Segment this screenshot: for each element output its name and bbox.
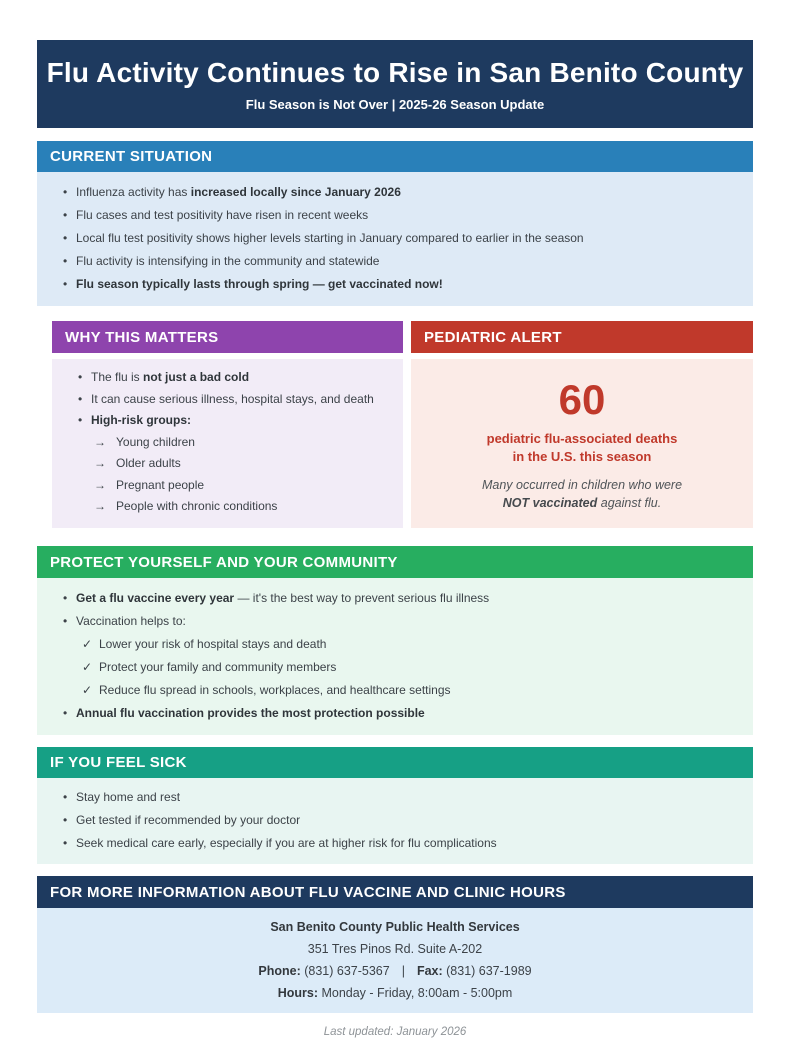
list-item xyxy=(63,273,737,296)
hours-value: Monday - Friday, 8:00am - 5:00pm xyxy=(317,986,513,1000)
list-item-text: People with chronic conditions xyxy=(116,499,278,513)
list-item xyxy=(63,610,737,633)
list-item xyxy=(63,181,737,204)
organization-name: San Benito County Public Health Services xyxy=(270,920,520,934)
list-item-text: Seek medical care early, especially if you are at higher risk for flu complications xyxy=(76,836,497,850)
list-item-text: Older adults xyxy=(116,456,181,470)
more-information-heading xyxy=(37,876,753,908)
high-risk-group-item xyxy=(78,453,393,475)
page-subtitle: Flu Season is Not Over | 2025-26 Season Update xyxy=(245,96,545,112)
bullet-icon: • xyxy=(63,591,68,605)
hours-line: Hours: Monday - Friday, 8:00am - 5:00pm xyxy=(277,986,513,1000)
high-risk-group-item xyxy=(78,496,393,518)
pediatric-alert-heading xyxy=(411,321,753,353)
contact-info xyxy=(37,908,753,1013)
protect-heading xyxy=(37,546,753,578)
arrow-icon: → xyxy=(94,499,106,513)
pediatric-deaths-stat: 60 xyxy=(558,376,606,423)
section-heading-text: IF YOU FEEL SICK xyxy=(50,754,187,771)
section-why-this-matters xyxy=(52,321,403,528)
list-item-text: It can cause serious illness, hospital stays, and death xyxy=(91,391,374,406)
bullet-icon: • xyxy=(63,706,68,720)
current-situation-heading xyxy=(37,141,753,172)
protect-body xyxy=(37,578,753,735)
list-item xyxy=(63,587,737,610)
title-banner xyxy=(37,40,753,128)
bullet-icon: • xyxy=(78,370,83,384)
list-item-text: The flu is not just a bad cold xyxy=(91,370,250,384)
section-heading-text: PEDIATRIC ALERT xyxy=(424,328,562,346)
list-item-text: Flu activity is intensifying in the community and statewide xyxy=(76,254,380,268)
bullet-icon: • xyxy=(63,790,68,804)
bullet-icon: • xyxy=(63,614,68,628)
pediatric-deaths-label xyxy=(423,430,741,465)
last-updated-note: Last updated: January 2026 xyxy=(323,1026,467,1038)
bullet-icon: • xyxy=(78,391,83,406)
list-item xyxy=(78,367,393,389)
arrow-icon: → xyxy=(94,477,106,492)
bullet-icon: • xyxy=(63,254,68,268)
list-item xyxy=(63,702,737,725)
two-column-row xyxy=(52,321,753,528)
section-pediatric-alert xyxy=(411,321,753,528)
phone-number: (831) 637-5367 xyxy=(300,964,390,978)
separator: | xyxy=(401,964,405,978)
arrow-icon: → xyxy=(94,456,106,470)
feel-sick-body xyxy=(37,778,753,864)
list-item-text: Vaccination helps to: xyxy=(76,614,186,628)
vaccination-benefit-item xyxy=(63,656,737,679)
list-item-text: Stay home and rest xyxy=(76,790,181,804)
bullet-icon: • xyxy=(63,277,68,291)
list-item-text: Annual flu vaccination provides the most protection possible xyxy=(76,706,425,720)
section-more-information xyxy=(37,876,753,1013)
section-heading-text: PROTECT YOURSELF AND YOUR COMMUNITY xyxy=(50,553,398,571)
list-item-text: Pregnant people xyxy=(116,477,205,492)
list-item-text: High-risk groups: xyxy=(91,413,192,427)
stat-note-line: NOT vaccinated against flu. xyxy=(502,495,662,510)
stat-label-line: pediatric flu-associated deaths xyxy=(486,431,678,446)
list-item xyxy=(63,204,737,227)
list-item-text: Get tested if recommended by your doctor xyxy=(76,813,301,827)
list-item xyxy=(78,410,393,432)
stat-label-line: in the U.S. this season xyxy=(512,448,652,464)
pediatric-deaths-note xyxy=(423,477,741,512)
list-item xyxy=(63,250,737,273)
list-item-text: Local flu test positivity shows higher levels starting in January compared to earlier in the season xyxy=(76,231,584,245)
section-heading-text: WHY THIS MATTERS xyxy=(65,328,219,346)
high-risk-group-item xyxy=(78,475,393,497)
list-item xyxy=(63,227,737,250)
list-item-text: Protect your family and community members xyxy=(99,660,337,674)
list-item-text: Lower your risk of hospital stays and death xyxy=(99,637,327,651)
list-item xyxy=(63,809,737,832)
list-item xyxy=(63,786,737,809)
bullet-icon: • xyxy=(63,813,68,827)
pediatric-alert-body xyxy=(411,359,753,528)
arrow-icon: → xyxy=(94,434,106,449)
bullet-icon: • xyxy=(63,836,68,850)
bullet-icon: • xyxy=(63,208,68,222)
current-situation-body xyxy=(37,172,753,306)
vaccination-benefit-item xyxy=(63,679,737,702)
feel-sick-heading xyxy=(37,747,753,778)
why-this-matters-body xyxy=(52,359,403,528)
phone-fax-line: Phone: (831) 637-5367 | Fax: (831) 637-1989 xyxy=(47,960,743,982)
list-item-text: Get a flu vaccine every year — it's the best way to prevent serious flu illness xyxy=(76,591,490,605)
address-line: 351 Tres Pinos Rd. Suite A-202 xyxy=(307,942,483,956)
bullet-icon: • xyxy=(78,413,83,427)
section-current-situation xyxy=(37,141,753,306)
stat-note-line: Many occurred in children who were xyxy=(481,478,683,492)
section-if-you-feel-sick xyxy=(37,747,753,864)
list-item-text: Flu season typically lasts through spring — get vaccinated now! xyxy=(76,277,443,291)
fax-number: (831) 637-1989 xyxy=(442,964,532,978)
list-item xyxy=(78,389,393,411)
bullet-icon: • xyxy=(63,231,68,245)
vaccination-benefit-item xyxy=(63,633,737,656)
section-heading-text: FOR MORE INFORMATION ABOUT FLU VACCINE AND CLINIC HOURS xyxy=(50,883,566,901)
list-item xyxy=(63,832,737,855)
check-icon: ✓ xyxy=(82,637,93,651)
section-protect-yourself xyxy=(37,546,753,735)
check-icon: ✓ xyxy=(82,660,93,674)
check-icon: ✓ xyxy=(82,683,93,697)
list-item-text: Reduce flu spread in schools, workplaces, and healthcare settings xyxy=(99,683,451,697)
list-item-text: Young children xyxy=(116,434,195,449)
high-risk-group-item xyxy=(78,432,393,454)
list-item-text: Flu cases and test positivity have risen in recent weeks xyxy=(76,208,369,222)
list-item-text: Influenza activity has increased locally since January 2026 xyxy=(76,185,401,199)
section-heading-text: CURRENT SITUATION xyxy=(50,148,213,165)
why-this-matters-heading xyxy=(52,321,403,353)
page-title: Flu Activity Continues to Rise in San Benito County xyxy=(46,56,744,88)
bullet-icon: • xyxy=(63,185,68,199)
